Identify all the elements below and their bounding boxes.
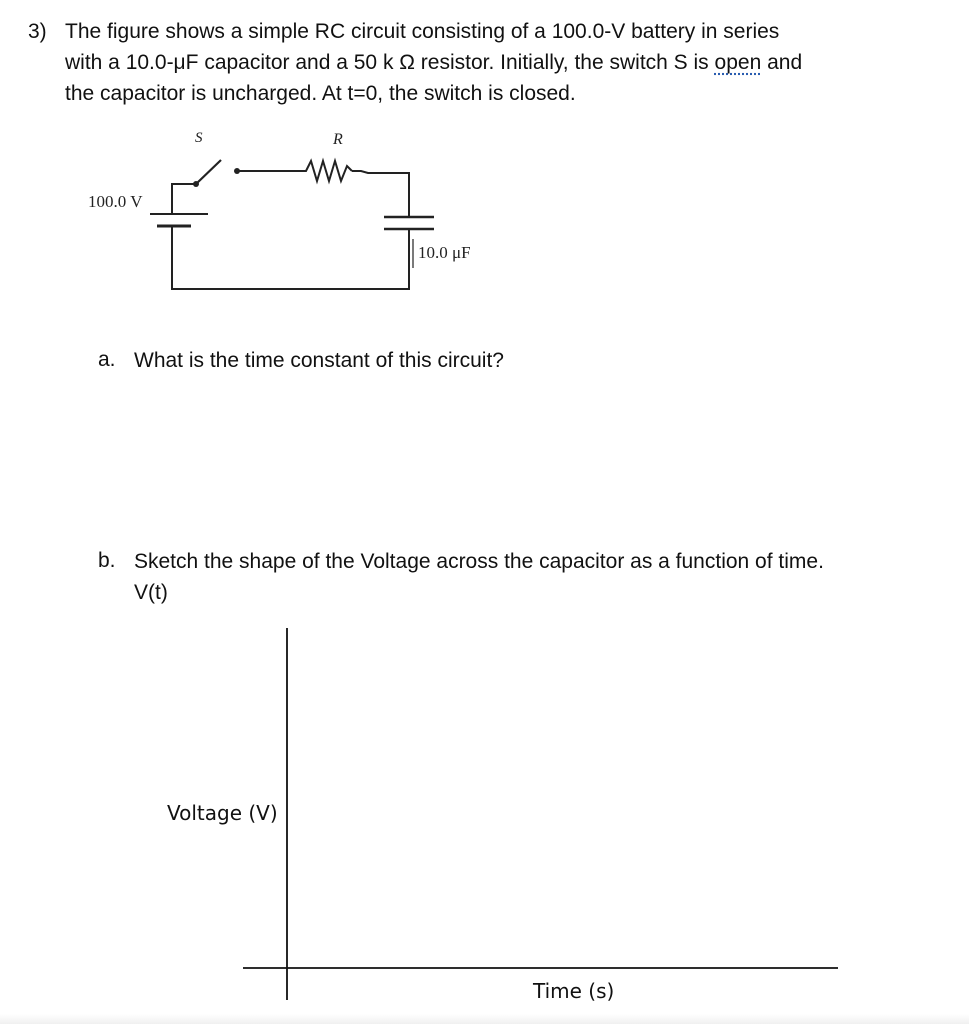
part-b-line-1: Sketch the shape of the Voltage across the capacitor as a function of time. [134, 550, 824, 573]
switch-contact [234, 168, 240, 174]
part-b-letter: b. [98, 549, 116, 572]
part-a-text: What is the time constant of this circuit? [134, 349, 504, 372]
resistor-label: R [333, 131, 343, 148]
question-line-2-end: and [767, 51, 803, 74]
part-b-text [134, 546, 824, 608]
question-line-3: the capacitor is uncharged. At t=0, the switch is closed. [65, 82, 576, 105]
wire-left-top [172, 184, 196, 214]
graph-ylabel: Voltage (V) [167, 801, 278, 825]
question-line-1: The figure shows a simple RC circuit consisting of a 100.0-V battery in series [65, 20, 780, 43]
switch-blade [196, 160, 221, 184]
question-line-2-text: with a 10.0-μF capacitor and a 50 k Ω resistor. Initially, the switch S is [65, 51, 709, 74]
switch-pivot [193, 181, 199, 187]
part-b-line-2: V(t) [134, 581, 168, 604]
capacitor-label: 10.0 μF [418, 243, 471, 262]
battery-label: 100.0 V [88, 192, 143, 211]
wire-right-bottom [172, 229, 409, 289]
resistor-zigzag [300, 161, 352, 181]
graph-xlabel: Time (s) [533, 979, 615, 1003]
part-a-letter: a. [98, 348, 116, 371]
open-word: open [714, 51, 762, 74]
page-bottom-edge [0, 1014, 969, 1024]
question-number: 3) [28, 20, 47, 43]
wire-right-top [352, 171, 409, 217]
switch-label: S [195, 130, 203, 146]
